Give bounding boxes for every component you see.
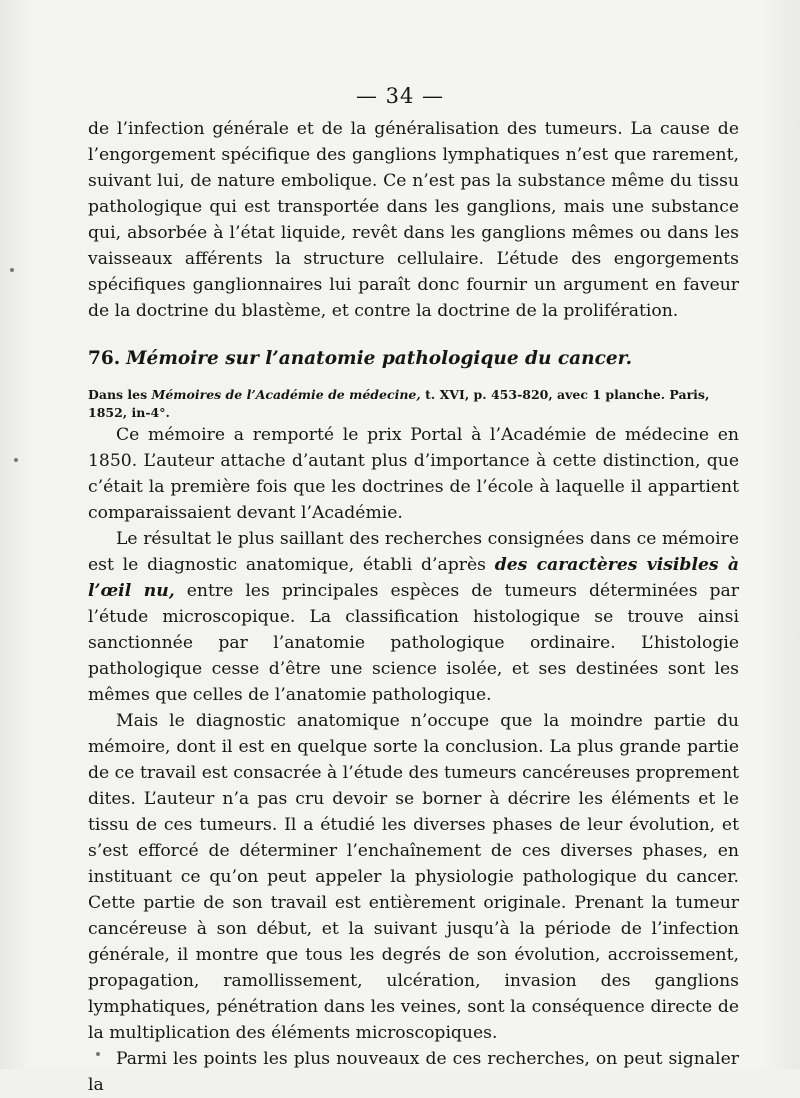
paragraph: Parmi les points les plus nouveaux de ces recherches, on peut signaler la [88,1049,739,1095]
paragraph-text: entre les principales espèces de tumeurs déterminées par l’étude microscopique. La classification histologique se trouve ainsi sanctionnée par l’anatomie pathologique ordinaire. L’histologie pathologique cesse d’être une science isolée, et ses destinées sont les mêmes que celles de l’anatomie pathologique. [88,581,739,705]
citation [88,386,739,422]
citation-prefix: Dans les [88,387,148,402]
paragraph-emphasis: des caractères visibles à l’œil nu, [88,555,740,601]
citation-journal: Mémoires de l’Académie de médecine, [151,387,421,402]
intro-text-block [88,116,739,324]
scan-speck [96,1052,100,1056]
paragraph: Mais le diagnostic anatomique n’occupe que la moindre partie du mémoire, dont il est en quelque sorte la conclusion. La plus grande partie de ce travail est consacrée à l’étude des tumeurs cancéreuses proprement dites. L’auteur n’a pas cru devoir se borner à décrire les éléments et le tissu de ces tumeurs. Il a étudié les diverses phases de leur évolution, et s’est efforcé de déterminer l’enchaînement de ces diverses phases, en instituant ce qu’on peut appeler la physiologie pathologique du cancer. Cette partie de son travail est entièrement originale. Prenant la tumeur cancéreuse à son début, et la suivant jusqu’à la période de l’infection générale, il montre que tous les degrés de son évolution, accroissement, propagation, ramollissement, ulcération, invasion des ganglions lymphatiques, pénétration dans les veines, sont la conséquence directe de la multiplication des éléments microscopiques. [88,711,739,1043]
section-heading [88,346,739,372]
section-title: Mémoire sur l’anatomie pathologique du cancer. [126,348,633,369]
paragraph-text: Le résultat le plus saillant des recherches consignées dans ce mémoire est le diagnostic anatomique, établi d’après [88,529,739,575]
paragraph [88,526,739,708]
scan-speck [10,268,14,272]
paragraph: Ce mémoire a remporté le prix Portal à l’Académie de médecine en 1850. L’auteur attache d’autant plus d’importance à cette distinction, que c’était la première fois que les doctrines de l’école à laquelle il appartient comparaissaient devant l’Académie. [88,425,739,523]
scan-speck [14,458,18,462]
citation-details: t. XVI, p. 453-820, avec 1 planche. Paris, 1852, in-4°. [88,387,710,420]
page-number: — 34 — [355,84,445,108]
section-number: 76. [88,348,121,369]
body-text-block [88,422,739,1098]
intro-paragraph: de l’infection générale et de la généralisation des tumeurs. La cause de l’engorgement spécifique des ganglions lymphatiques n’est que rarement, suivant lui, de nature embolique. Ce n’est pas la substance même du tissu pathologique qui est transportée dans les ganglions, mais une substance qui, absorbée à l’état liquide, revêt dans les ganglions mêmes ou dans les vaisseaux afférents la structure cellulaire. L’étude des engorgements spécifiques ganglionnaires lui paraît donc fournir un argument en faveur de la doctrine du blastème, et contre la doctrine de la prolifération. [88,119,739,321]
